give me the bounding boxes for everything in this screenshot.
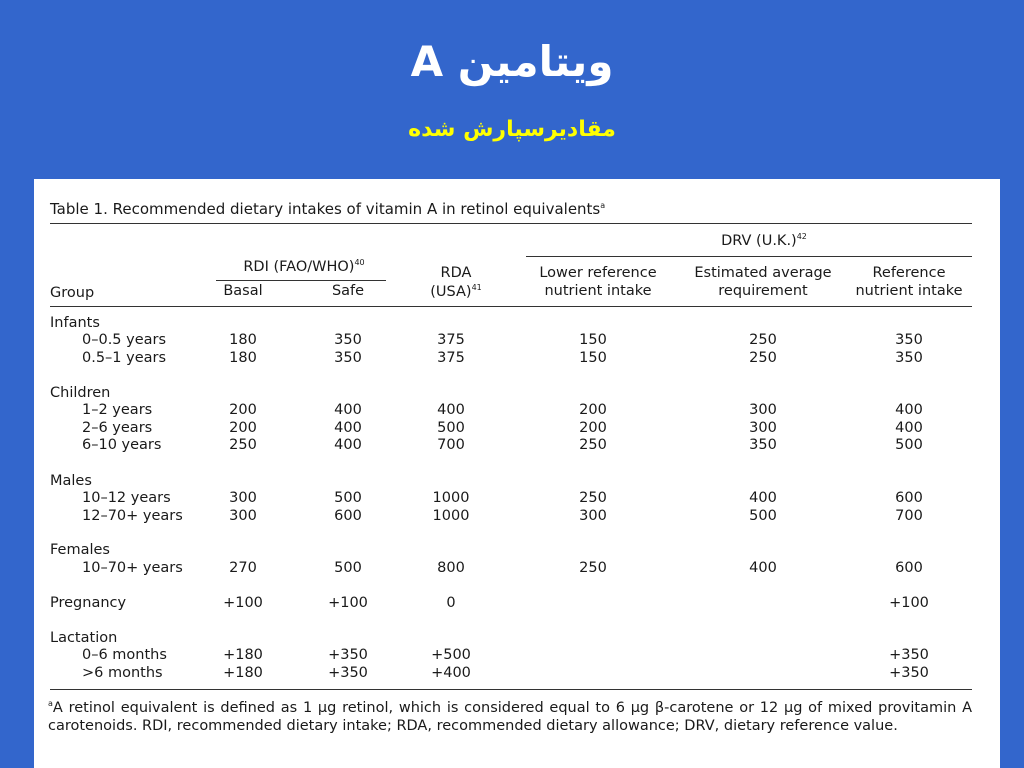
header-ref-line2: nutrient intake bbox=[855, 283, 963, 299]
table-cell-rda: 375 bbox=[437, 332, 465, 348]
table-cell-safe: 600 bbox=[334, 508, 362, 524]
table-cell-rni: 600 bbox=[895, 560, 923, 576]
table-cell-safe: 400 bbox=[334, 437, 362, 453]
table-cell-lower: 300 bbox=[579, 508, 607, 524]
row-label: 2–6 years bbox=[82, 420, 153, 436]
table-cell-safe: 400 bbox=[334, 402, 362, 418]
header-lower-line1: Lower reference bbox=[539, 265, 657, 281]
row-label: 0–0.5 years bbox=[82, 332, 167, 348]
slide-title: ویتامین A bbox=[410, 37, 614, 86]
table-cell-ear: 500 bbox=[749, 508, 777, 524]
table-cell-rni: 500 bbox=[895, 437, 923, 453]
table-footnote: $^a$A retinol equivalent is defined as 1 µg retinol, which is considered equal to 6 µg β-carotene or 12 µg of mixed provitamin A carotenoids. RDI, recommended dietary intake; RDA, recommended dietary allowance; DRV, dietary reference value. bbox=[48, 699, 972, 734]
table-cell-rni: +100 bbox=[889, 595, 929, 611]
table-cell-ear: 300 bbox=[749, 402, 777, 418]
table-cell-rda: 700 bbox=[437, 437, 465, 453]
table-cell-ear: 400 bbox=[749, 560, 777, 576]
group-label: Infants bbox=[50, 315, 100, 331]
table-caption: Table 1. Recommended dietary intakes of vitamin A in retinol equivalents$^a$ bbox=[50, 200, 606, 218]
table-cell-rda: 1000 bbox=[432, 508, 470, 524]
table-cell-basal: 200 bbox=[229, 402, 257, 418]
table-cell-lower: 250 bbox=[579, 437, 607, 453]
row-label: 6–10 years bbox=[82, 437, 162, 453]
table-cell-rni: 400 bbox=[895, 402, 923, 418]
table-cell-basal: 300 bbox=[229, 508, 257, 524]
row-label: 0–6 months bbox=[82, 647, 167, 663]
header-est-line2: requirement bbox=[718, 283, 808, 299]
table-cell-basal: 250 bbox=[229, 437, 257, 453]
group-label: Children bbox=[50, 385, 111, 401]
table-cell-basal: 180 bbox=[229, 350, 257, 366]
table-cell-rda: 800 bbox=[437, 560, 465, 576]
header-safe: Safe bbox=[331, 283, 365, 299]
table-cell-rda: +500 bbox=[431, 647, 471, 663]
table-cell-safe: 500 bbox=[334, 560, 362, 576]
header-lower-line2: nutrient intake bbox=[544, 283, 652, 299]
table-cell-safe: +350 bbox=[328, 665, 368, 681]
table-cell-lower: 250 bbox=[579, 490, 607, 506]
header-rdi: RDI $(FAO/WHO)^{40}$ bbox=[243, 258, 365, 275]
header-group: Group bbox=[50, 285, 95, 301]
row-label: 1–2 years bbox=[82, 402, 153, 418]
header-basal: Basal bbox=[223, 283, 263, 299]
table-cell-safe: 350 bbox=[334, 350, 362, 366]
scanned-table bbox=[34, 179, 1000, 768]
table-cell-ear: 350 bbox=[749, 437, 777, 453]
header-ref-line1: Reference bbox=[872, 265, 946, 281]
table-cell-rni: +350 bbox=[889, 647, 929, 663]
table-cell-lower: 150 bbox=[579, 350, 607, 366]
table-cell-basal: 180 bbox=[229, 332, 257, 348]
table-cell-ear: 250 bbox=[749, 350, 777, 366]
table-cell-lower: 200 bbox=[579, 420, 607, 436]
table-cell-basal: 200 bbox=[229, 420, 257, 436]
table-cell-safe: 400 bbox=[334, 420, 362, 436]
rule-header-bottom bbox=[50, 306, 972, 307]
table-cell-safe: 350 bbox=[334, 332, 362, 348]
table-cell-basal: +180 bbox=[223, 647, 263, 663]
table-cell-lower: 200 bbox=[579, 402, 607, 418]
table-cell-lower: 150 bbox=[579, 332, 607, 348]
slide-subtitle: مقادیرسپارش شده bbox=[408, 117, 616, 142]
table-cell-rni: 400 bbox=[895, 420, 923, 436]
header-drv: DRV $(U.K.)^{42}$ bbox=[721, 232, 807, 249]
rule-bottom bbox=[50, 689, 972, 690]
table-cell-safe: +350 bbox=[328, 647, 368, 663]
table-cell-rda: 400 bbox=[437, 402, 465, 418]
group-label: Females bbox=[50, 542, 110, 558]
table-cell-rda: 375 bbox=[437, 350, 465, 366]
table-cell-rda: 0 bbox=[446, 595, 456, 611]
table-cell-safe: +100 bbox=[328, 595, 368, 611]
table-cell-rni: 350 bbox=[895, 332, 923, 348]
table-cell-basal: +180 bbox=[223, 665, 263, 681]
group-label: Lactation bbox=[50, 630, 118, 646]
row-label: >6 months bbox=[82, 665, 163, 681]
table-cell-rda: 1000 bbox=[432, 490, 470, 506]
rule-top bbox=[50, 223, 972, 224]
header-rda-line1: RDA bbox=[440, 265, 472, 281]
table-cell-rni: 350 bbox=[895, 350, 923, 366]
row-label: 12–70+ years bbox=[82, 508, 183, 524]
table-cell-safe: 500 bbox=[334, 490, 362, 506]
group-label: Males bbox=[50, 473, 92, 489]
table-cell-rni: 600 bbox=[895, 490, 923, 506]
table-cell-basal: 300 bbox=[229, 490, 257, 506]
table-cell-basal: +100 bbox=[223, 595, 263, 611]
table-cell-rda: 500 bbox=[437, 420, 465, 436]
rule-drv bbox=[526, 256, 972, 257]
table-cell-lower: 250 bbox=[579, 560, 607, 576]
table-cell-rda: +400 bbox=[431, 665, 471, 681]
table-cell-rni: +350 bbox=[889, 665, 929, 681]
header-rda-line2: (USA)$^{41}$ bbox=[430, 283, 482, 300]
group-label: Pregnancy bbox=[50, 595, 127, 611]
table-cell-ear: 400 bbox=[749, 490, 777, 506]
rule-rdi bbox=[216, 280, 386, 281]
row-label: 0.5–1 years bbox=[82, 350, 167, 366]
row-label: 10–70+ years bbox=[82, 560, 183, 576]
table-cell-basal: 270 bbox=[229, 560, 257, 576]
table-cell-rni: 700 bbox=[895, 508, 923, 524]
table-cell-ear: 300 bbox=[749, 420, 777, 436]
table-cell-ear: 250 bbox=[749, 332, 777, 348]
header-est-line1: Estimated average bbox=[694, 265, 832, 281]
row-label: 10–12 years bbox=[82, 490, 171, 506]
